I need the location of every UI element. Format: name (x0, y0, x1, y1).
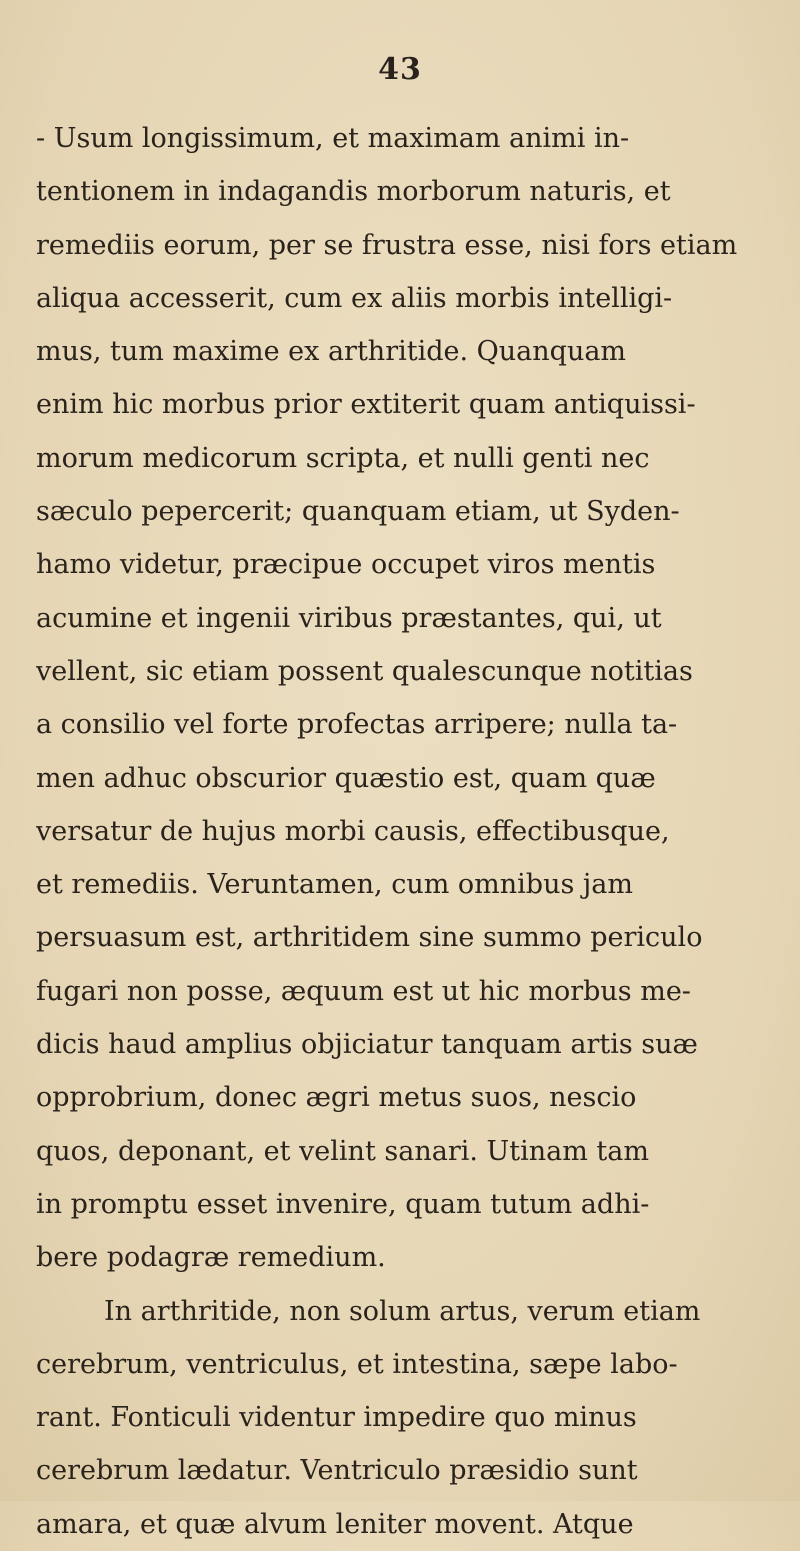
text-line: dicis haud amplius objiciatur tanquam artis suæ (36, 1029, 698, 1061)
text-line: quos, deponant, et velint sanari. Utinam tam (36, 1135, 649, 1167)
text-line: tentionem in indagandis morborum naturis, et (36, 176, 671, 208)
text-line: hamo videtur, præcipue occupet viros mentis (36, 549, 656, 581)
text-line: et remediis. Veruntamen, cum omnibus jam (36, 869, 633, 901)
text-line: vellent, sic etiam possent qualescunque notitias (36, 655, 693, 687)
text-line: mus, tum maxime ex arthritide. Quanquam (36, 336, 627, 368)
text-line: cerebrum, ventriculus, et intestina, sæpe labo- (36, 1348, 678, 1380)
text-line: - Usum longissimum, et maximam animi in- (36, 123, 630, 154)
text-line: versatur de hujus morbi causis, effectibusque, (36, 815, 670, 847)
text-line: amara, et quæ alvum leniter movent. Atque (36, 1508, 634, 1540)
text-line: sæculo pepercerit; quanquam etiam, ut Syden- (36, 496, 680, 528)
text-line: in promptu esset invenire, quam tutum adhi- (36, 1188, 650, 1220)
text-line: acumine et ingenii viribus præstantes, qui, ut (36, 602, 662, 634)
body-text (36, 112, 796, 1551)
text-line: cerebrum lædatur. Ventriculo præsidio sunt (36, 1455, 638, 1487)
text-line: morum medicorum scripta, et nulli genti nec (36, 442, 650, 474)
text-line: bere podagræ remedium. (36, 1242, 386, 1274)
text-line: enim hic morbus prior extiterit quam antiquissi- (36, 389, 696, 421)
text-line: persuasum est, arthritidem sine summo periculo (36, 922, 703, 954)
page-number: 43 (378, 52, 422, 87)
text-line: men adhuc obscurior quæstio est, quam quæ (36, 762, 656, 794)
text-line: fugari non posse, æquum est ut hic morbus me- (36, 975, 691, 1007)
text-line: remediis eorum, per se frustra esse, nisi fors etiam (36, 229, 738, 261)
text-line: aliqua accesserit, cum ex aliis morbis intelligi- (36, 282, 673, 314)
paragraph-start-line: In arthritide, non solum artus, verum etiam (104, 1295, 701, 1327)
text-line: a consilio vel forte profectas arripere; nulla ta- (36, 709, 678, 741)
text-line: rant. Fonticuli videntur impedire quo minus (36, 1402, 637, 1434)
text-line: opprobrium, donec ægri metus suos, nescio (36, 1082, 637, 1114)
